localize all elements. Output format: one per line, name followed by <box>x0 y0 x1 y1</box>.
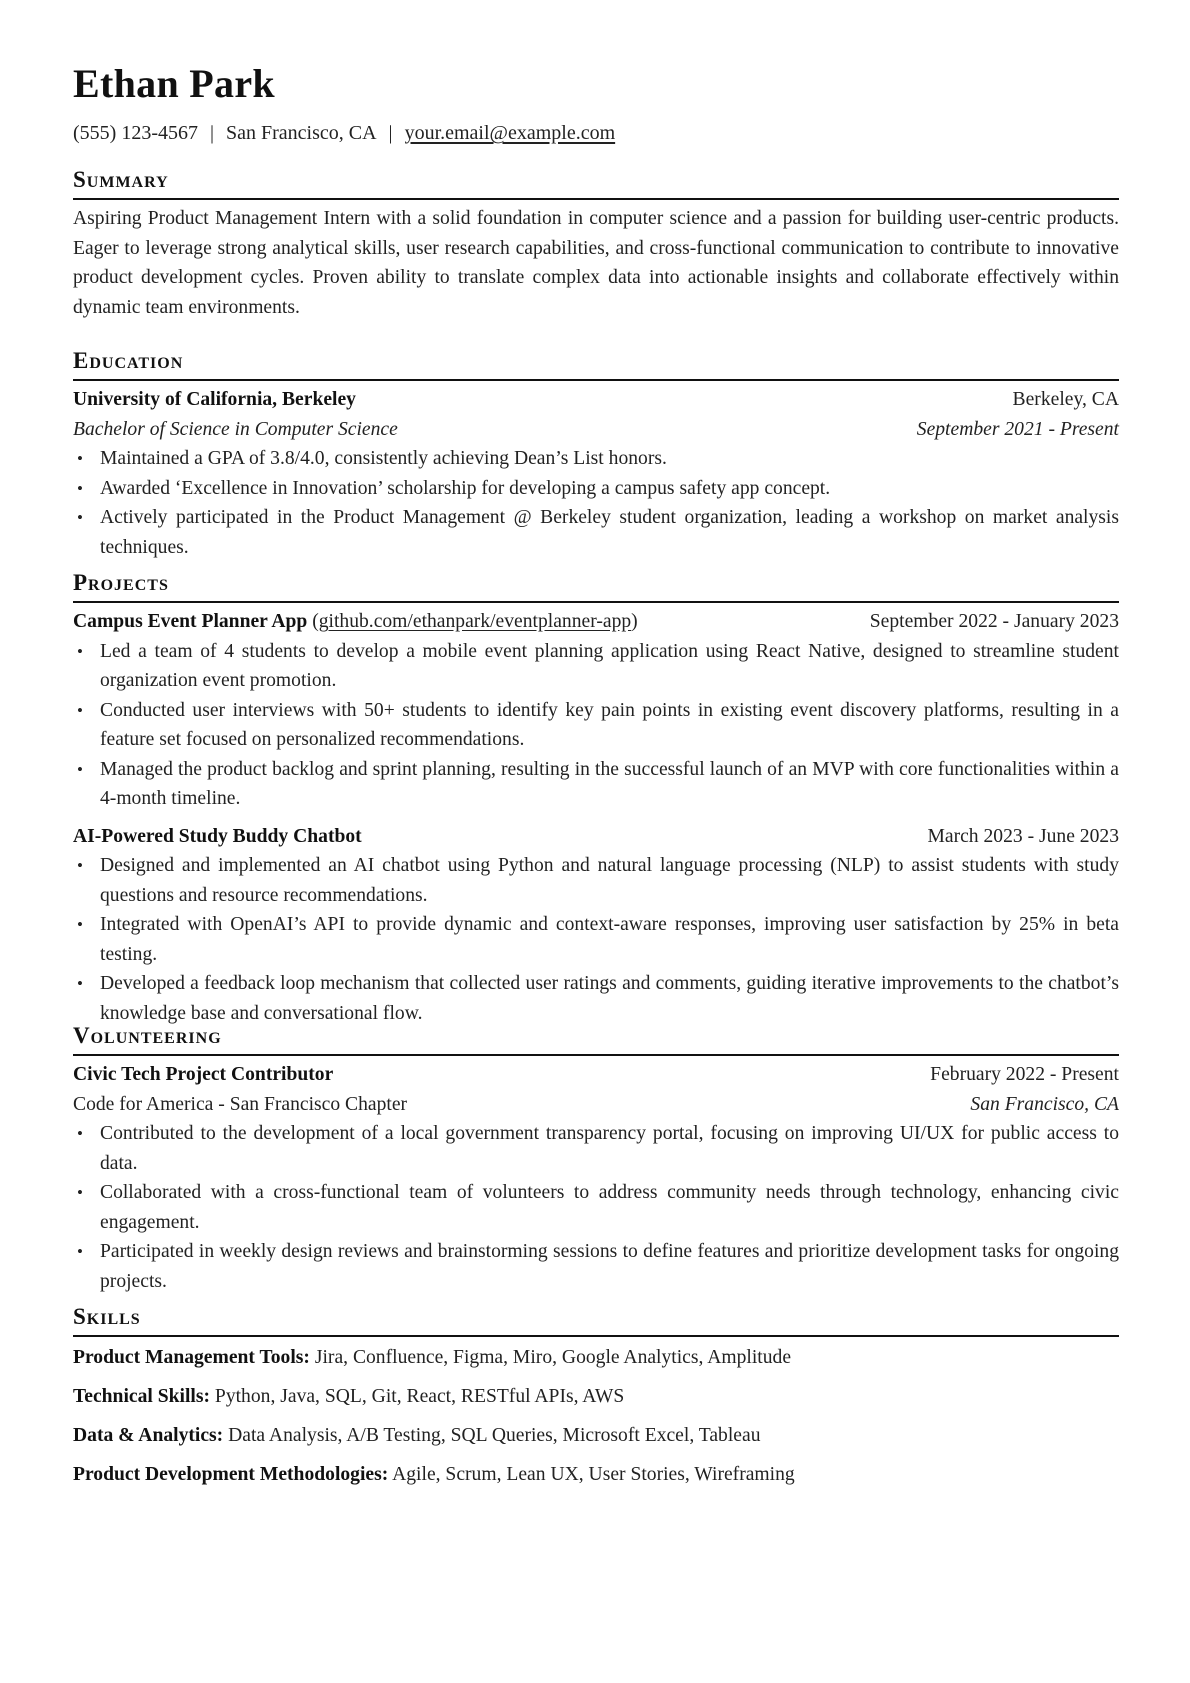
entry-header <box>73 822 1119 852</box>
list-item: • Developed a feedback loop mechanism that collected user ratings and comments, guiding iterative improvements to the chatbot’s knowledge base and conversational flow. <box>73 969 1119 1028</box>
volunteer-organization: Code for America - San Francisco Chapter <box>73 1093 408 1115</box>
project-entry <box>73 607 1119 814</box>
section-divider <box>73 379 1119 381</box>
skill-value: Agile, Scrum, Lean UX, User Stories, Wireframing <box>392 1464 795 1485</box>
volunteering-entry <box>73 1060 1119 1296</box>
projects-section <box>73 569 1119 1028</box>
volunteer-dates: February 2022 - Present <box>930 1064 1119 1085</box>
skills-list <box>73 1343 1119 1490</box>
link-paren: ) <box>631 611 638 632</box>
location: San Francisco, CA <box>226 122 377 144</box>
education-dates: September 2021 - Present <box>916 418 1119 440</box>
project-link[interactable]: github.com/ethanpark/eventplanner-app <box>318 611 632 632</box>
section-divider <box>73 1335 1119 1337</box>
project-entry <box>73 822 1119 1029</box>
skill-value: Data Analysis, A/B Testing, SQL Queries, Microsoft Excel, Tableau <box>228 1425 761 1446</box>
project-name: AI-Powered Study Buddy Chatbot <box>73 825 362 847</box>
volunteer-location: San Francisco, CA <box>970 1093 1119 1115</box>
section-title-skills: Skills <box>73 1304 141 1329</box>
section-title-summary: Summary <box>73 167 169 192</box>
summary-section <box>73 166 1119 322</box>
list-item: • Maintained a GPA of 3.8/4.0, consistently achieving Dean’s List honors. <box>73 444 1119 474</box>
list-item: • Designed and implemented an AI chatbot using Python and natural language processing (NLP) to assist students with study questions and resource recommendations. <box>73 851 1119 910</box>
summary-text: Aspiring Product Management Intern with a solid foundation in computer science and a passion for building user-centric products. Eager to leverage strong analytical skills, user research capabilities, and cross-functional communication to contribute to innovative product development cycles. Proven ability to translate complex data into actionable insights and collaborate effectively within dynamic team environments. <box>73 208 1119 318</box>
entry-subheader <box>73 415 1119 445</box>
section-title-volunteering: Volunteering <box>73 1023 222 1048</box>
skill-row <box>73 1343 1119 1373</box>
list-item: • Awarded ‘Excellence in Innovation’ scholarship for developing a campus safety app concept. <box>73 474 1119 504</box>
degree: Bachelor of Science in Computer Science <box>73 418 398 440</box>
institution-location: Berkeley, CA <box>1012 389 1119 410</box>
list-item: • Participated in weekly design reviews and brainstorming sessions to define features and prioritize development tasks for ongoing projects. <box>73 1237 1119 1296</box>
skill-row <box>73 1382 1119 1412</box>
list-item: • Conducted user interviews with 50+ students to identify key pain points in existing event discovery platforms, resulting in a feature set focused on personalized recommendations. <box>73 696 1119 755</box>
separator: | <box>209 122 214 144</box>
volunteering-bullets <box>73 1119 1119 1296</box>
list-item: • Collaborated with a cross-functional team of volunteers to address community needs through technology, enhancing civic engagement. <box>73 1178 1119 1237</box>
section-title-education: Education <box>73 348 184 373</box>
section-divider <box>73 601 1119 603</box>
email-link[interactable]: your.email@example.com <box>404 122 616 144</box>
volunteering-section <box>73 1022 1119 1296</box>
list-item: • Contributed to the development of a local government transparency portal, focusing on improving UI/UX for public access to data. <box>73 1119 1119 1178</box>
separator: | <box>388 122 393 144</box>
list-item: • Integrated with OpenAI’s API to provide dynamic and context-aware responses, improving user satisfaction by 25% in beta testing. <box>73 910 1119 969</box>
entry-header <box>73 385 1119 415</box>
education-section <box>73 347 1119 562</box>
skill-label: Technical Skills: <box>73 1386 211 1407</box>
list-item: • Actively participated in the Product Management @ Berkeley student organization, leading a workshop on market analysis techniques. <box>73 503 1119 562</box>
entry-header <box>73 1060 1119 1090</box>
project-dates: March 2023 - June 2023 <box>927 825 1119 847</box>
skill-row <box>73 1421 1119 1451</box>
phone-number: (555) 123-4567 <box>73 122 198 144</box>
skill-value: Python, Java, SQL, Git, React, RESTful APIs, AWS <box>214 1386 625 1407</box>
section-divider <box>73 1054 1119 1056</box>
entry-subheader <box>73 1090 1119 1120</box>
list-item: • Led a team of 4 students to develop a mobile event planning application using React Native, designed to streamline student organization event promotion. <box>73 637 1119 696</box>
project-dates: September 2022 - January 2023 <box>869 611 1119 632</box>
link-paren: ( <box>312 611 319 632</box>
skill-row <box>73 1460 1119 1490</box>
entry-header <box>73 607 1119 637</box>
section-divider <box>73 198 1119 200</box>
skill-label: Product Development Methodologies: <box>73 1464 389 1485</box>
skill-label: Product Management Tools: <box>73 1347 310 1368</box>
education-bullets <box>73 444 1119 562</box>
skills-section <box>73 1303 1119 1499</box>
skill-label: Data & Analytics: <box>73 1425 224 1446</box>
education-entry <box>73 385 1119 562</box>
project-bullets <box>73 851 1119 1028</box>
list-item: • Managed the product backlog and sprint planning, resulting in the successful launch of an MVP with core functionalities within a 4-month timeline. <box>73 755 1119 814</box>
institution-name: University of California, Berkeley <box>73 389 356 410</box>
contact-line <box>73 122 615 145</box>
section-title-projects: Projects <box>73 570 169 595</box>
skill-value: Jira, Confluence, Figma, Miro, Google Analytics, Amplitude <box>314 1347 792 1368</box>
project-bullets <box>73 637 1119 814</box>
project-name: Campus Event Planner App <box>73 611 308 632</box>
candidate-name: Ethan Park <box>73 61 275 106</box>
volunteer-role: Civic Tech Project Contributor <box>73 1064 334 1085</box>
